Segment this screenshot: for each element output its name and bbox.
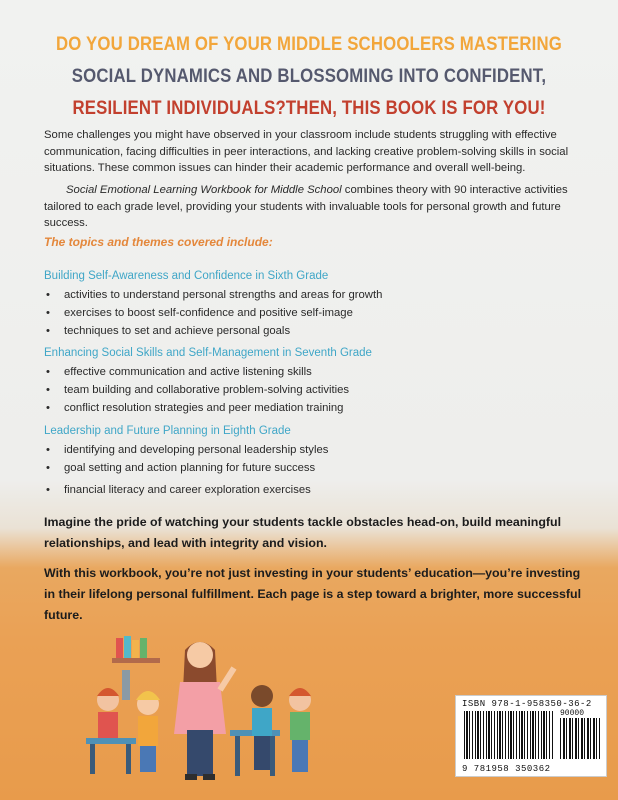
list-item: • activities to understand personal strengths and areas for growth [44,286,382,304]
barcode-bars [464,711,554,759]
section-title-eighth-grade: Leadership and Future Planning in Eighth Grade [44,425,291,437]
list-item: • techniques to set and achieve personal goals [44,322,382,340]
list-item: • team building and collaborative problem-solving activities [44,381,349,399]
bookshelf-icon [112,636,160,700]
intro-paragraph-2 [44,182,578,232]
teacher-figure [174,642,234,780]
section-title-seventh-grade: Enhancing Social Skills and Self-Management in Seventh Grade [44,347,372,359]
intro-paragraph-2-text: combines theory with 90 interactive activities tailored to each grade level, providing your students with invaluable tools for personal growth and future success. [44,184,568,229]
eighth-grade-list [44,441,328,499]
intro-paragraph: Some challenges you might have observed in your classroom include students struggling with effective communication, facing difficulties in peer interactions, and lacking creative problem-solving skills in social situations. These common issues can hinder their academic performance and overall well-being. [44,129,569,174]
list-item: • exercises to boost self-confidence and positive self-image [44,304,382,322]
workbook-paragraph: With this workbook, you’re not just investing in your students’ education—you’re investing in their lifelong personal fulfillment. Each page is a step toward a brighter, more successful future. [44,566,582,622]
isbn-barcode [455,695,607,777]
topics-heading: The topics and themes covered include: [44,235,273,249]
headline-line-1: DO YOU DREAM OF YOUR MIDDLE SCHOOLERS MASTERING [56,33,562,55]
student-boy-figure [86,688,136,774]
barcode-number: 9 781958 350362 [462,764,551,774]
book-title: Social Emotional Learning Workbook for Middle School [66,184,342,196]
list-item: • financial literacy and career exploration exercises [44,481,328,499]
section-title-sixth-grade: Building Self-Awareness and Confidence in Sixth Grade [44,270,329,282]
list-item: • effective communication and active listening skills [44,363,349,381]
seventh-grade-list [44,363,349,417]
barcode-addon-bars [560,718,600,759]
list-item: • identifying and developing personal leadership styles [44,441,328,459]
list-item: • conflict resolution strategies and peer mediation training [44,399,349,417]
students-desk-figure [230,685,311,776]
headline-line-3: RESILIENT INDIVIDUALS?THEN, THIS BOOK IS FOR YOU! [72,97,546,119]
isbn-text: ISBN 978-1-958350-36-2 [462,699,592,709]
ean-addon-number: 90000 [560,709,585,718]
sixth-grade-list [44,286,382,340]
headline-line-2: SOCIAL DYNAMICS AND BLOSSOMING INTO CONFIDENT, [71,65,547,87]
student-girl-figure [136,691,160,772]
imagine-paragraph: Imagine the pride of watching your students tackle obstacles head-on, build meaningful relationships, and lead with integrity and vision. [44,515,562,550]
list-item: • goal setting and action planning for future success [44,459,328,477]
classroom-illustration [80,610,330,790]
